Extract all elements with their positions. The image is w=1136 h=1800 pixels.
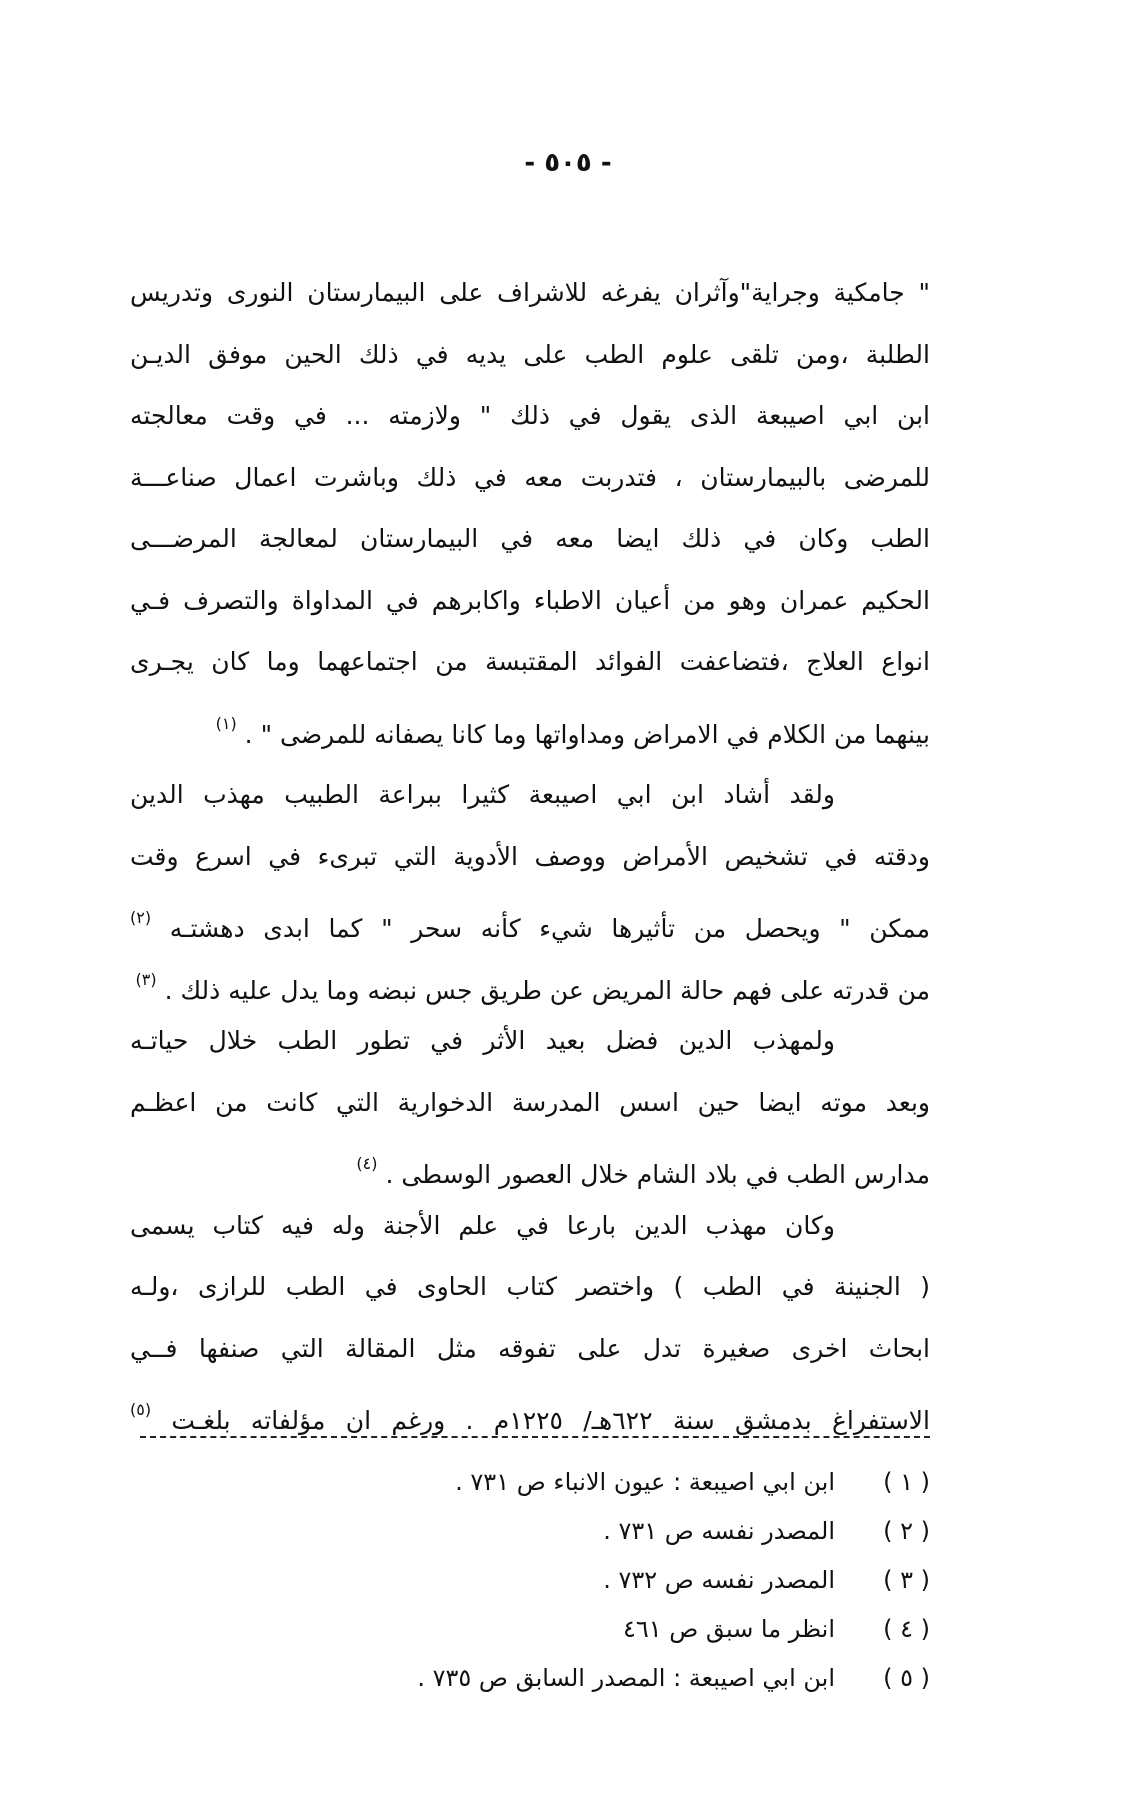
footnote-text: انظر ما سبق ص ٤٦١	[622, 1615, 835, 1643]
footnote	[200, 1566, 930, 1615]
footnote-text: المصدر نفسه ص ٧٣٢ .	[603, 1566, 835, 1594]
footnote-ref: (٤)	[356, 1154, 378, 1173]
footnote-text: ابن ابي اصيبعة : عيون الانباء ص ٧٣١ .	[455, 1468, 835, 1496]
text-line: للمرضى بالبيمارستان ، فتدربت معه في ذلك وباشرت اعمال صناعـــة	[130, 462, 930, 492]
footnotes	[200, 1468, 930, 1713]
footnote-ref: (٥)	[130, 1400, 152, 1419]
text-line-with-ref	[130, 887, 930, 949]
text-line-with-ref	[130, 1133, 930, 1195]
text-line: الطلبة ،ومن تلقى علوم الطب على يديه في ذلك الحين موفق الديـن	[130, 339, 930, 369]
footnote-ref: (٢)	[130, 908, 152, 927]
text-line: ولقد أشاد ابن ابي اصيبعة كثيرا ببراعة الطبيب مهذب الدين	[130, 780, 835, 809]
text-line: ( الجنينة في الطب ) واختصر كتاب الحاوى في الطب للرازى ،ولـه	[130, 1272, 930, 1301]
footnote-number: ( ١ )	[883, 1468, 930, 1496]
text-line: انواع العلاج ،فتضاعفت الفوائد المقتبسة من اجتماعهما وما كان يجـرى	[130, 647, 930, 676]
footnote-divider	[140, 1436, 930, 1438]
text-line: الحكيم عمران وهو من أعيان الاطباء واكابرهم في المداواة والتصرف فـي	[130, 585, 930, 615]
text-line: وكان مهذب الدين بارعا في علم الأجنة وله فيه كتاب يسمى	[130, 1210, 835, 1240]
footnote	[200, 1468, 930, 1517]
text-line: الطب وكان في ذلك ايضا معه في البيمارستان لمعالجة المرضـــى	[130, 524, 930, 553]
text-line: بينهما من الكلام في الامراض ومداواتها وما كانا يصفانه للمرضى " .	[244, 719, 930, 749]
text-line: مدارس الطب في بلاد الشام خلال العصور الوسطى .	[385, 1160, 930, 1189]
footnote-number: ( ٢ )	[883, 1517, 930, 1545]
text-line: وبعد موته ايضا حين اسس المدرسة الدخوارية التي كانت من اعظـم	[130, 1087, 930, 1117]
text-line-with-ref	[130, 1379, 930, 1441]
text-line: ولمهذب الدين فضل بعيد الأثر في تطور الطب خلال حياتـه	[130, 1026, 835, 1055]
text-line-with-ref	[130, 693, 930, 755]
page-number: - ٥٠٥ -	[524, 148, 612, 178]
footnote	[200, 1664, 930, 1713]
text-line: الاستفراغ بدمشق سنة ٦٢٢هـ/ ١٢٢٥م . ورغم ان مؤلفاته بلغـت	[171, 1406, 930, 1435]
footnote-number: ( ٤ )	[883, 1615, 930, 1643]
body-text	[130, 262, 930, 1441]
footnote	[200, 1615, 930, 1664]
footnote-ref: (١)	[215, 713, 237, 733]
text-line: ممكن " ويحصل من تأثيرها شيء كأنه سحر " كما ابدى دهشتـه	[169, 914, 930, 943]
text-line: ودقته في تشخيص الأمراض ووصف الأدوية التي تبرىء في اسرع وقت	[130, 841, 930, 871]
footnote-text: المصدر نفسه ص ٧٣١ .	[603, 1517, 835, 1545]
text-line: ابحاث اخرى صغيرة تدل على تفوقه مثل المقالة التي صنفها فــي	[130, 1333, 930, 1363]
text-line: " جامكية وجراية"وآثران يفرغه للاشراف على البيمارستان النورى وتدريس	[130, 278, 930, 307]
footnote-text: ابن ابي اصيبعة : المصدر السابق ص ٧٣٥ .	[417, 1664, 835, 1692]
text-line: ابن ابي اصيبعة الذى يقول في ذلك " ولازمته ... في وقت معالجته	[130, 401, 930, 430]
footnote-number: ( ٣ )	[883, 1566, 930, 1594]
text-line: من قدرته على فهم حالة المريض عن طريق جس نبضه وما يدل عليه ذلك .	[164, 975, 930, 1005]
footnote-number: ( ٥ )	[883, 1664, 930, 1692]
footnote	[200, 1517, 930, 1566]
text-line-with-ref	[130, 949, 930, 1011]
footnote-ref: (٣)	[135, 969, 157, 989]
